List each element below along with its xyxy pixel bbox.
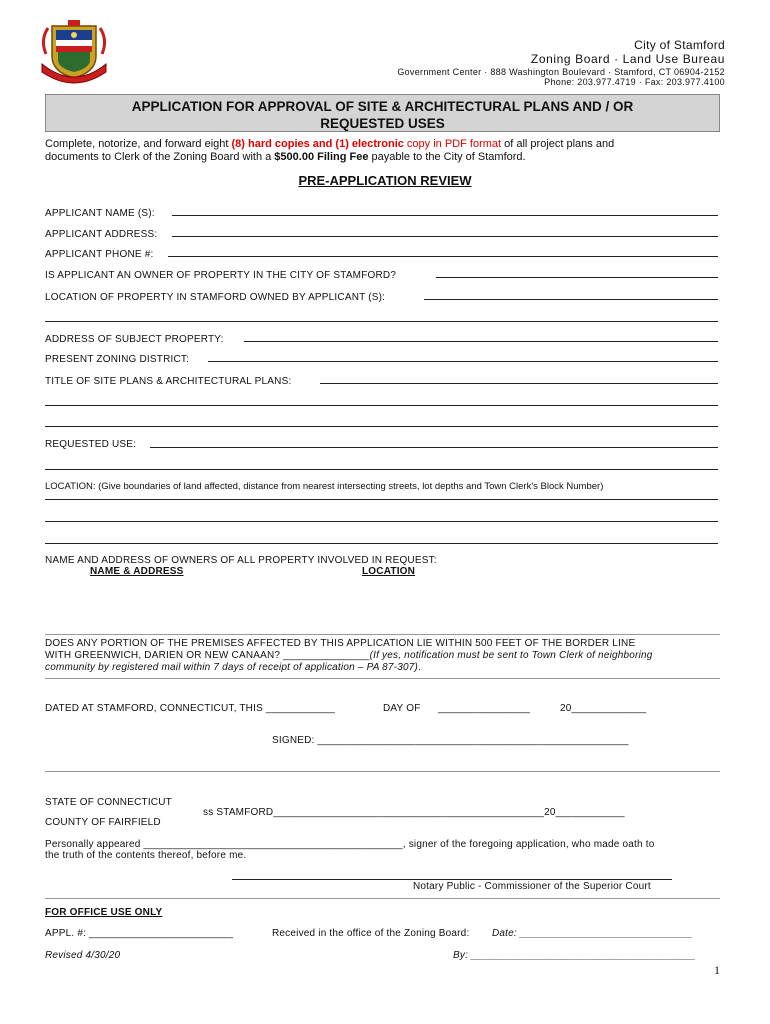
day-of-label: DAY OF bbox=[383, 703, 421, 714]
intro-pdf: copy in PDF format bbox=[403, 138, 502, 150]
plans-title-field[interactable] bbox=[320, 383, 718, 384]
location-owned-field[interactable] bbox=[424, 299, 718, 300]
dated-text: DATED AT STAMFORD, CONNECTICUT, THIS ____________ bbox=[45, 703, 336, 714]
received-label: Received in the office of the Zoning Board: bbox=[272, 928, 470, 939]
owners-col-location: LOCATION bbox=[362, 566, 416, 577]
applicant-address-label: APPLICANT ADDRESS: bbox=[45, 229, 158, 240]
applicant-address-field[interactable] bbox=[172, 236, 718, 237]
ss-stamford-field[interactable]: ss STAMFORD_______________________________________________20____________ bbox=[203, 807, 625, 818]
bureau-name: Zoning Board · Land Use Bureau bbox=[530, 52, 725, 66]
intro-text-4: payable to the City of Stamford. bbox=[368, 151, 526, 163]
zoning-district-field[interactable] bbox=[208, 361, 718, 362]
instructions bbox=[45, 138, 725, 164]
intro-text-1: Complete, notorize, and forward eight bbox=[45, 138, 232, 150]
intro-text-3: documents to Clerk of the Zoning Board with a bbox=[45, 151, 275, 163]
plans-title-label: TITLE OF SITE PLANS & ARCHITECTURAL PLANS: bbox=[45, 376, 292, 387]
location-owned-field-2[interactable] bbox=[45, 321, 718, 322]
owner-question-label: IS APPLICANT AN OWNER OF PROPERTY IN THE CITY OF STAMFORD? bbox=[45, 270, 397, 281]
divider bbox=[45, 678, 720, 679]
subject-address-label: ADDRESS OF SUBJECT PROPERTY: bbox=[45, 334, 224, 345]
intro-fee: $500.00 Filing Fee bbox=[274, 151, 369, 163]
location-field-1[interactable] bbox=[45, 499, 718, 500]
plans-title-field-2[interactable] bbox=[45, 405, 718, 406]
border-question-line1: DOES ANY PORTION OF THE PREMISES AFFECTED BY THIS APPLICATION LIE WITHIN 500 FEET OF THE BORDER LINE bbox=[45, 638, 636, 649]
intro-copies: (8) hard copies and (1) electronic bbox=[231, 138, 404, 150]
office-phone: Phone: 203.977.4719 · Fax: 203.977.4100 bbox=[544, 77, 725, 87]
notary-public-label: Notary Public - Commissioner of the Superior Court bbox=[413, 881, 651, 892]
state-label: STATE OF CONNECTICUT bbox=[45, 797, 172, 808]
applicant-phone-field[interactable] bbox=[168, 256, 718, 257]
letterhead bbox=[397, 38, 725, 87]
divider bbox=[45, 898, 720, 899]
personally-appeared-line[interactable]: Personally appeared _____________________________________________, signer of the foregoing application, who made oath to bbox=[45, 839, 655, 850]
zoning-district-label: PRESENT ZONING DISTRICT: bbox=[45, 354, 190, 365]
subject-address-field[interactable] bbox=[244, 341, 718, 342]
revised-date: Revised 4/30/20 bbox=[45, 950, 121, 961]
applicant-name-label: APPLICANT NAME (S): bbox=[45, 208, 155, 219]
notary-signature-field[interactable] bbox=[232, 879, 672, 880]
location-field-2[interactable] bbox=[45, 521, 718, 522]
divider bbox=[45, 634, 720, 635]
location-owned-label: LOCATION OF PROPERTY IN STAMFORD OWNED BY APPLICANT (S): bbox=[45, 292, 386, 303]
border-question-line2: WITH GREENWICH, DARIEN OR NEW CANAAN? _______________ bbox=[45, 650, 370, 661]
appl-number-field[interactable]: APPL. #: _________________________ bbox=[45, 928, 234, 939]
received-date-field[interactable]: Date: ______________________________ bbox=[492, 928, 693, 939]
received-by-field[interactable]: By: _______________________________________ bbox=[453, 950, 696, 961]
city-seal-logo bbox=[38, 20, 110, 86]
owner-question-field[interactable] bbox=[436, 277, 718, 278]
owners-col-name: NAME & ADDRESS bbox=[90, 566, 184, 577]
form-title-banner bbox=[45, 94, 720, 132]
border-question-period: . bbox=[418, 662, 422, 673]
signed-field[interactable]: SIGNED: ______________________________________________________ bbox=[272, 735, 629, 746]
personally-appeared-line-2: the truth of the contents thereof, before me. bbox=[45, 850, 247, 861]
location-field-3[interactable] bbox=[45, 543, 718, 544]
intro-text-2: of all project plans and bbox=[501, 138, 615, 150]
border-question bbox=[45, 638, 725, 674]
month-field[interactable]: ________________ bbox=[438, 703, 531, 714]
form-title-line2: REQUESTED USES bbox=[320, 116, 445, 131]
page-number: 1 bbox=[714, 963, 720, 977]
requested-use-field[interactable] bbox=[150, 447, 718, 448]
location-label: LOCATION: (Give boundaries of land affected, distance from nearest intersecting streets, lot depths and Town Clerk's Block Number) bbox=[45, 481, 604, 492]
year-field[interactable]: 20_____________ bbox=[560, 703, 647, 714]
city-name: City of Stamford bbox=[634, 38, 725, 52]
border-question-note: (If yes, notification must be sent to Town Clerk of neighboring bbox=[369, 650, 653, 661]
requested-use-field-2[interactable] bbox=[45, 469, 718, 470]
applicant-name-field[interactable] bbox=[172, 215, 718, 216]
owners-heading: NAME AND ADDRESS OF OWNERS OF ALL PROPERTY INVOLVED IN REQUEST: bbox=[45, 555, 437, 566]
plans-title-field-3[interactable] bbox=[45, 426, 718, 427]
form-title-line1: APPLICATION FOR APPROVAL OF SITE & ARCHITECTURAL PLANS AND / OR bbox=[131, 99, 634, 114]
border-question-note-2: community by registered mail within 7 days of receipt of application – PA 87-307) bbox=[45, 662, 419, 673]
applicant-phone-label: APPLICANT PHONE #: bbox=[45, 249, 154, 260]
office-use-heading: FOR OFFICE USE ONLY bbox=[45, 907, 163, 918]
section-title: PRE-APPLICATION REVIEW bbox=[298, 173, 472, 188]
requested-use-label: REQUESTED USE: bbox=[45, 439, 137, 450]
office-address: Government Center · 888 Washington Boulevard · Stamford, CT 06904-2152 bbox=[397, 67, 725, 77]
county-label: COUNTY OF FAIRFIELD bbox=[45, 817, 161, 828]
divider bbox=[45, 771, 720, 772]
